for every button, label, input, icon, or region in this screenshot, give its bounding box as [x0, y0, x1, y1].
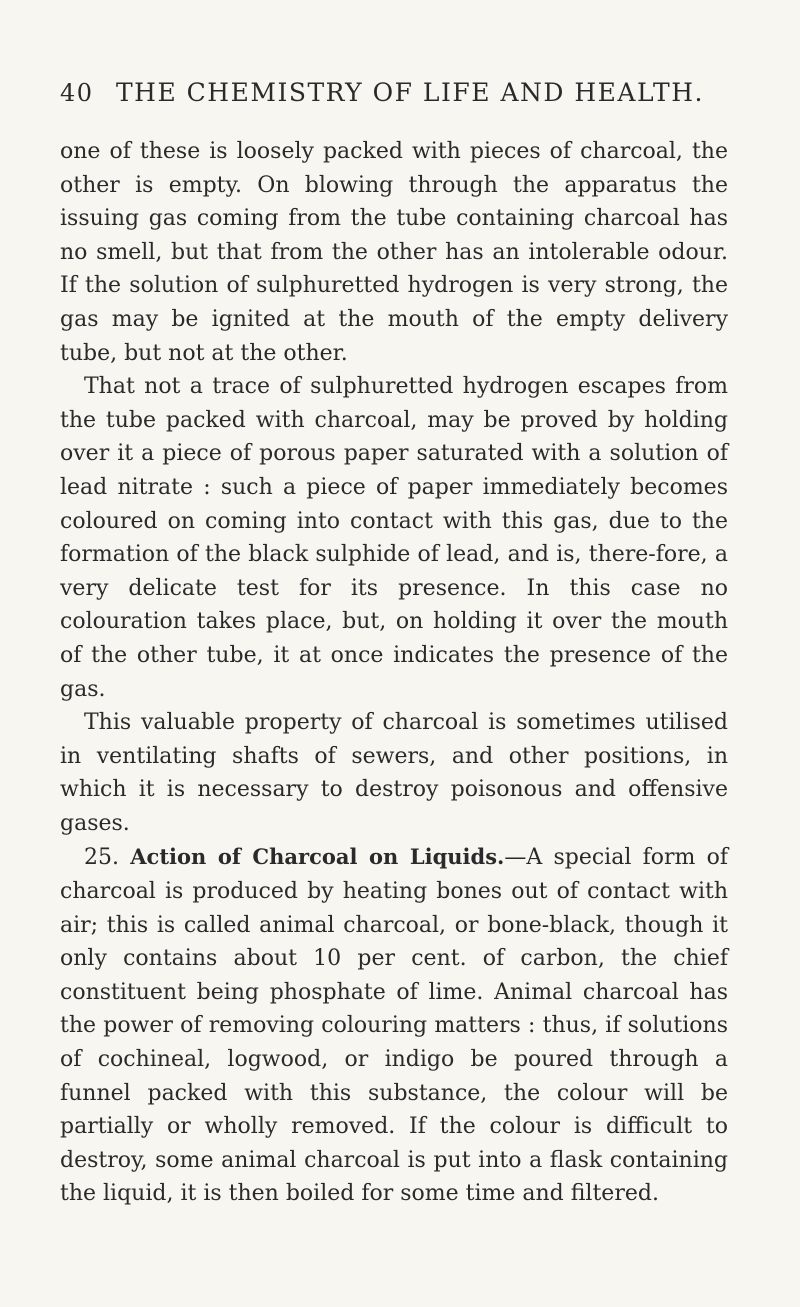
- section-text: —A special form of charcoal is produced by heating bones out of contact with air; this is called animal charcoal, or bone-black, though it only contains about 10 per cent. of carbon, the chief constituent being phosphate of lime. Animal charcoal has the power of removing colouring matters : thus, if solutions of cochineal, logwood, or indigo be poured through a funnel packed with this substance, the colour will be partially or wholly removed. If the colour is difficult to destroy, some animal charcoal is put into a flask containing the liquid, it is then boiled for some time and filtered.: [60, 845, 728, 1207]
- running-title: THE CHEMISTRY OF LIFE AND HEALTH.: [116, 78, 704, 107]
- page-number: 40: [60, 79, 94, 107]
- section-number: 25.: [84, 845, 119, 871]
- body-text: [60, 135, 728, 1211]
- paragraph-ventilating-shafts: This valuable property of charcoal is sometimes utilised in ventilating shafts of sewers, and other positions, in which it is necessary to destroy poisonous and offensive gases.: [60, 710, 728, 836]
- paragraph-lead-nitrate-test: That not a trace of sulphuretted hydrogen escapes from the tube packed with charcoal, may be proved by holding over it a piece of porous paper saturated with a solution of lead nitrate : such a piece of paper immediately becomes coloured on coming into contact with this gas, due to the formation of the black sulphide of lead, and is, there-fore, a very delicate test for its presence. In this case no colouration takes place, but, on holding it over the mouth of the other tube, it at once indicates the presence of the gas.: [60, 374, 728, 702]
- section-25-paragraph: [60, 840, 728, 1211]
- running-header: [60, 78, 728, 118]
- book-page: [60, 78, 728, 1211]
- section-heading: Action of Charcoal on Liquids.: [130, 844, 505, 870]
- paragraph-continued: one of these is loosely packed with pieces of charcoal, the other is empty. On blowing through the apparatus the issuing gas coming from the tube containing charcoal has no smell, but that from the other has an intolerable odour. If the solution of sulphuretted hydrogen is very strong, the gas may be ignited at the mouth of the empty delivery tube, but not at the other.: [60, 139, 728, 366]
